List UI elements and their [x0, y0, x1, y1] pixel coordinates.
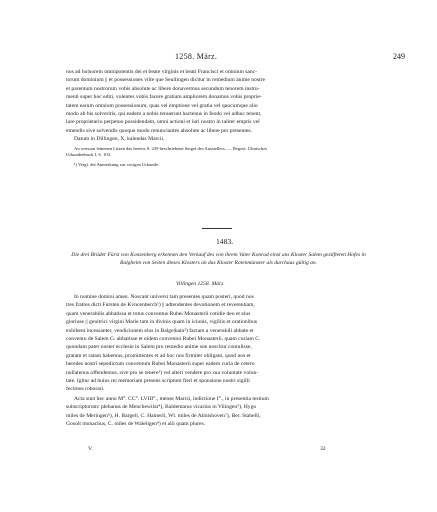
text-line: miles de Meringen⁶), H. Bargeli, C. Hamerli, Wl. miles de Almishoven⁷), Ber. Stahelli, — [66, 412, 261, 419]
text-line: torum dominium || et possessiones ville que Seuilingen dicitur in remedium anime nostre — [66, 77, 265, 84]
footnote: ¹) Vergl. die Anmerkung zur vorigen Urkunde. — [74, 162, 160, 167]
text-line: et parentum nostrorum vobis absolute ac libere donavermus secundum tenorem instru- — [66, 85, 260, 92]
text-line: fecimus roborari. — [66, 386, 105, 393]
text-line: exhibent incessanter, vendicionem eius in Balge|hain²) factam a venerabili abbate et — [66, 327, 254, 334]
text-line: gloriose || genitrici virgini Marie tam in divinis quam in iciunis, vigiliis et orationibus — [66, 319, 258, 326]
text-line: modo ab his solveritis, qui eadem a nobis tenuerunt hactenus in feodo vel adhuc tenent, — [66, 111, 262, 117]
text-line: tatem earum omnium possessionum, quas vel emptione vel gratia vel quocumque alio — [66, 102, 258, 109]
dating-clause: Datum in Dillingen, X. kalendas Marcii. — [74, 136, 165, 143]
text-line: nullatenus offendemus, sive pro se tenere³) vel alteri vendere pro sua voluntate volun- — [66, 369, 259, 376]
text-line: In nomine domini amen. Noscant universi tam presentes quam posteri, quod nos — [74, 294, 254, 300]
text-line: menti super hoc editi, volentes vobis facere gratiam ampliorem donamus vobis proprie- — [66, 94, 262, 101]
source-note-line: An weissen leinenen Litzen das bereits S. 239 beschriebene Siegel des Ausstellers. — Regest: Ulmisches — [74, 146, 268, 151]
text-line: tate. Igitur ad huius rei memoriam presens scriptum fieri et sponsione nostri sigilli — [66, 378, 250, 384]
place-date: Villingen 1258. März. — [176, 281, 225, 287]
text-line: gratam et ratam habemus, promittentes et ad hoc nos firmiter obligant, quod nos et — [66, 352, 251, 359]
page-number: 249 — [393, 52, 405, 61]
text-line: Acta sunt hec anno M°. CC°. LVIII°., mense Marcii, indictione I°., in presentia testium — [74, 396, 269, 402]
signature-mark: 32 — [320, 446, 326, 452]
text-line: conventu de Salem G. abbatisse et eidem conventui Rubei Monasterii, quam curiam C. — [66, 336, 261, 342]
source-note-line: Urkundenbuch I, S. 103. — [66, 152, 112, 158]
text-line: nos ad ho|norem omnipotentis dei et beate virginis et beati Francisci et omnium sanc- — [66, 69, 258, 75]
text-line: heredes nostri sepedictum conventum Rubei Monasterii super eadem curia de cetero — [66, 361, 255, 368]
text-line: subscriptorum: plebanus de Menchewilar⁴), Baldemarus vicarius in Vilingen⁵), Hygo — [66, 404, 257, 411]
text-line: Gosolt monachus, C. miles de Waleligen⁸) et alii quam plures. — [66, 421, 206, 428]
text-line: tres fratres dicti Fursten de Kvncenberch¹) || adtendentes devotionem et reverentiam, — [66, 302, 255, 309]
volume-mark: V. — [88, 446, 93, 452]
running-header-date: 1258. März. — [175, 52, 218, 61]
text-line: quondam pater noster ecclesie in Salem pro remedio anime sue noscitur contulisse, — [66, 344, 252, 351]
text-line: iure proprietario perpetuo possidendam, omni actioni et iuri nostro in taliter emptis vel — [66, 119, 260, 126]
document-number: 1483. — [216, 237, 234, 246]
text-line: emendis sive solvendis quoque modo renunciantes absolute ac libere per presentes. — [66, 127, 252, 134]
text-line: quam venerabilis abbatissa et totus conventus Rubei Monasterii cotidie deo et eius — [66, 310, 251, 317]
section-divider — [202, 228, 232, 229]
document-summary: Die drei Brüder Fürst von Konzenberg erkennen den Verkauf des von ihrem Vater Konrad einst ans Kloster Salem gestifteten Hofes in Balgheim von Seiten dieses Klosters an das Kloster Rotenmünster als durchaus gültig an. — [71, 252, 366, 266]
